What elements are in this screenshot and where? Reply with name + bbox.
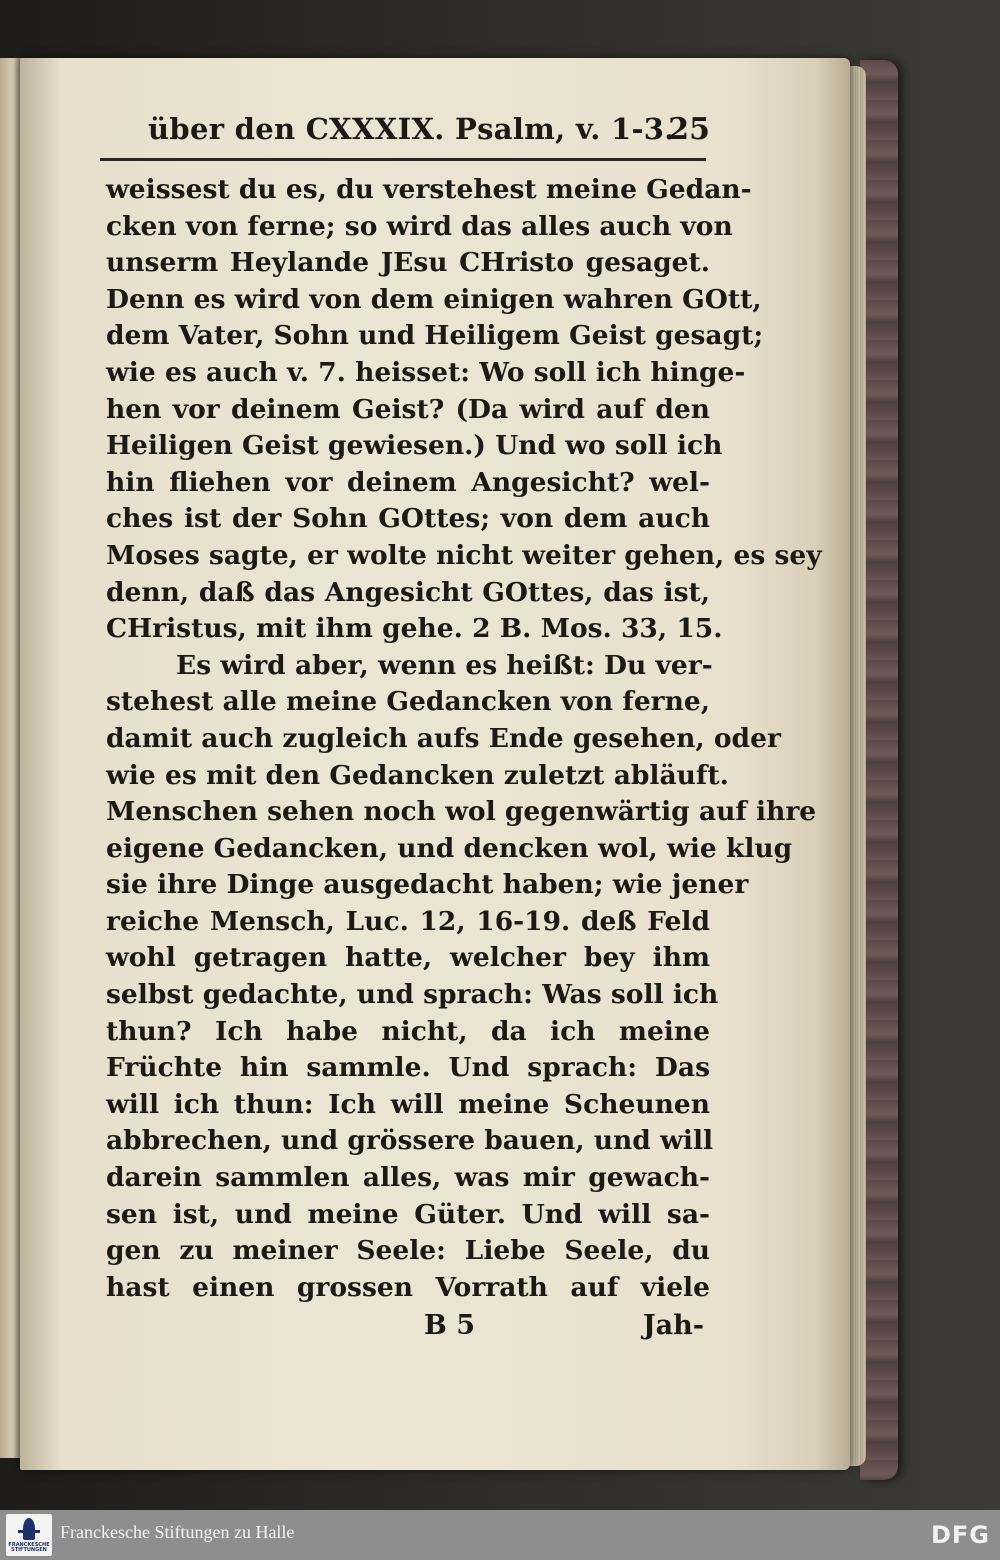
text-line: hen vor deinem Geist? (Da wird auf den	[106, 393, 710, 425]
text-line: denn, daß das Angesicht GOttes, das ist,	[106, 576, 710, 608]
facing-page-edge	[0, 58, 22, 1458]
catchword: Jah-	[642, 1310, 704, 1341]
text-line: reiche Mensch, Luc. 12, 16-19. deß Feld	[106, 905, 710, 937]
institution-name: Franckesche Stiftungen zu Halle	[60, 1522, 295, 1542]
text-line: wie es auch v. 7. heisset: Wo soll ich hinge-	[106, 356, 746, 388]
text-line: abbrechen, und grössere bauen, und will	[106, 1125, 714, 1157]
body-text	[106, 172, 822, 1306]
signature-mark: B 5	[424, 1310, 476, 1341]
text-line: ches ist der Sohn GOttes; von dem auch	[106, 503, 710, 535]
text-line: Heiligen Geist gewiesen.) Und wo soll ich	[106, 430, 723, 462]
text-line: unserm Heylande JEsu CHristo gesaget.	[106, 247, 710, 279]
text-line: wohl getragen hatte, welcher bey ihm	[106, 942, 710, 974]
text-line: sie ihre Dinge ausgedacht haben; wie jener	[106, 869, 749, 901]
text-line: wie es mit den Gedancken zuletzt abläuft.	[106, 759, 729, 791]
text-line: hin fliehen vor deinem Angesicht? wel-	[106, 466, 710, 498]
text-line: gen zu meiner Seele: Liebe Seele, du	[106, 1235, 710, 1267]
running-title: über den CXXXIX. Psalm, v. 1-3.	[148, 112, 675, 146]
header-rule	[100, 158, 706, 161]
text-line: hast einen grossen Vorrath auf viele	[106, 1271, 710, 1303]
text-line-indented: Es wird aber, wenn es heißt: Du ver-	[176, 649, 713, 681]
text-line: stehest alle meine Gedancken von ferne,	[106, 686, 710, 718]
text-line: weissest du es, du verstehest meine Gedan-	[106, 174, 752, 205]
text-line: Moses sagte, er wolte nicht weiter gehen, es sey	[106, 539, 822, 571]
text-line: selbst gedachte, und sprach: Was soll ich	[106, 979, 719, 1011]
page-number: 25	[668, 112, 710, 147]
institution-logo[interactable]	[6, 1514, 52, 1556]
page-footer-line	[106, 1310, 710, 1350]
text-line: Denn es wird von dem einigen wahren GOtt,	[106, 283, 762, 315]
text-line: will ich thun: Ich will meine Scheunen	[106, 1088, 710, 1120]
text-line: cken von ferne; so wird das alles auch von	[106, 210, 733, 242]
text-line: damit auch zugleich aufs Ende gesehen, oder	[106, 722, 781, 754]
text-line: eigene Gedancken, und dencken wol, wie klug	[106, 832, 793, 864]
text-line: sen ist, und meine Güter. Und will sa-	[106, 1198, 710, 1230]
dfg-logo[interactable]: DFG	[930, 1521, 990, 1549]
text-line: CHristus, mit ihm gehe. 2 B. Mos. 33, 15.	[106, 613, 723, 645]
text-line: dem Vater, Sohn und Heiligem Geist gesagt;	[106, 320, 764, 352]
viewer-footer	[0, 1510, 1000, 1560]
text-line: Früchte hin sammle. Und sprach: Das	[106, 1052, 710, 1084]
text-line: Menschen sehen noch wol gegenwärtig auf ihre	[106, 796, 817, 828]
logo-text: FRANCKESCHE STIFTUNGEN	[8, 1542, 50, 1553]
text-line: darein sammlen alles, was mir gewach-	[106, 1162, 710, 1194]
orphan-statue-icon	[23, 1518, 35, 1540]
page-header	[140, 112, 710, 158]
text-line: thun? Ich habe nicht, da ich meine	[106, 1015, 710, 1047]
